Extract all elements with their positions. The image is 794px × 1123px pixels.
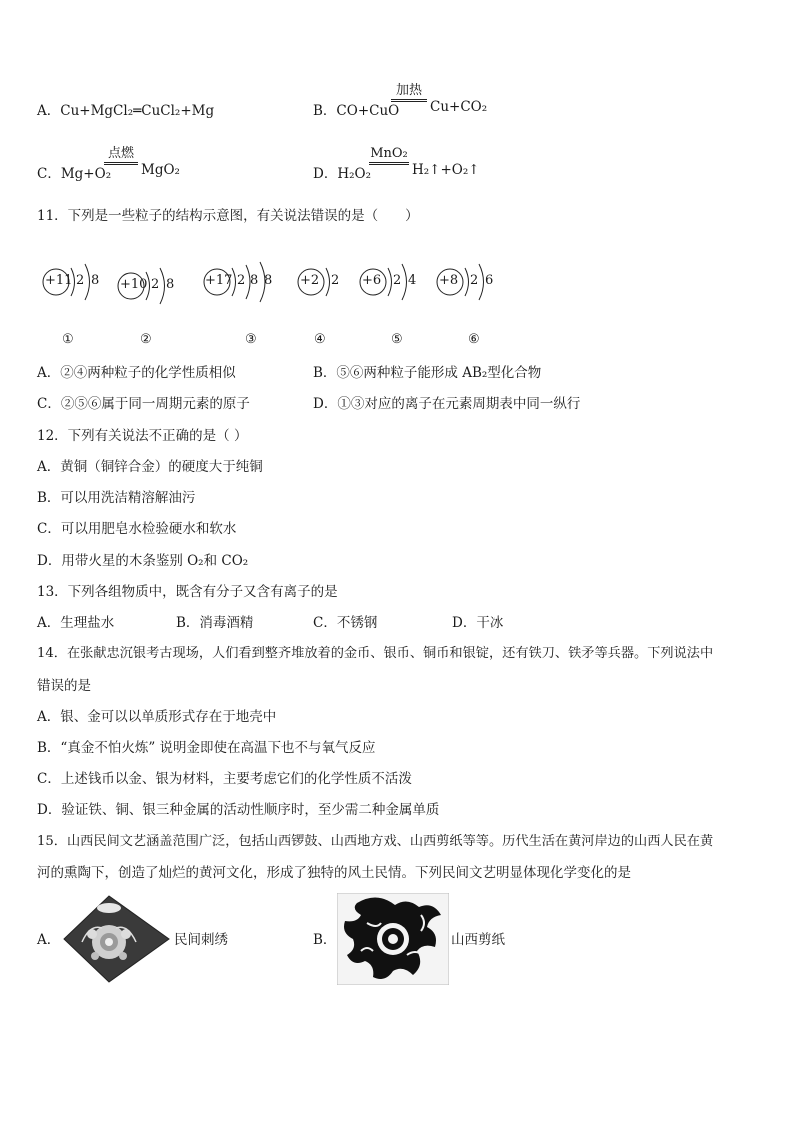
q10-option-b-condition xyxy=(391,83,427,102)
q10-option-d-condition xyxy=(369,146,409,165)
reaction-condition: 加热 xyxy=(395,83,422,98)
q14-option-c: C．上述钱币以金、银为材料，主要考虑它们的化学性质不活泼 xyxy=(37,771,412,787)
q15-stem-line2: 河的熏陶下，创造了灿烂的黄河文化，形成了独特的风土民情。下列民间文艺明显体现化学变化的是 xyxy=(37,865,631,881)
shell-electrons: 6 xyxy=(485,273,494,288)
q13-option-a: A．生理盐水 xyxy=(37,615,115,631)
equation-right: H₂↑+O₂↑ xyxy=(412,162,480,178)
atom-diagram-1 xyxy=(40,262,110,306)
equals-bar xyxy=(104,162,138,165)
q14-stem-line2: 错误的是 xyxy=(37,678,91,694)
nucleus-charge: +8 xyxy=(439,273,459,288)
nucleus-charge: +17 xyxy=(205,273,233,288)
nucleus-charge: +2 xyxy=(300,273,320,288)
shell-electrons: 8 xyxy=(166,277,175,292)
q11-stem: 11．下列是一些粒子的结构示意图，有关说法错误的是（ ） xyxy=(37,208,419,224)
reaction-condition: MnO₂ xyxy=(370,146,408,161)
q13-option-d: D．干冰 xyxy=(452,615,504,631)
option-label: C． xyxy=(37,166,61,182)
q14-stem-line1: 14．在张献忠沉银考古现场，人们看到整齐堆放着的金币、银币、铜币和银锭，还有铁刀、铁矛等兵器。下列说法中 xyxy=(37,646,714,661)
paper-cut-image xyxy=(337,893,449,989)
q13-option-c: C．不锈钢 xyxy=(313,615,378,631)
q15-option-a-label: A． xyxy=(37,932,61,948)
q10-option-d xyxy=(313,162,371,182)
embroidery-image xyxy=(62,894,172,988)
q11-option-a: A．②④两种粒子的化学性质相似 xyxy=(37,365,236,381)
equation-right: Cu+CO₂ xyxy=(430,99,488,115)
q15-option-b-caption: 山西剪纸 xyxy=(451,932,505,948)
equation-left: Mg+O₂ xyxy=(60,166,112,182)
q13-option-b: B．消毒酒精 xyxy=(176,615,254,631)
q11-option-d: D．①③对应的离子在元素周期表中同一纵行 xyxy=(313,396,581,412)
atom-number-5: ⑤ xyxy=(391,332,403,347)
atom-diagram-3 xyxy=(201,262,281,306)
q13-stem: 13．下列各组物质中，既含有分子又含有离子的是 xyxy=(37,584,338,600)
atom-number-4: ④ xyxy=(314,332,326,347)
equation-left: CO+CuO xyxy=(336,103,400,119)
q12-option-d: D．用带火星的木条鉴别 O₂和 CO₂ xyxy=(37,553,249,569)
shell-electrons: 8 xyxy=(91,273,100,288)
q11-option-c: C．②⑤⑥属于同一周期元素的原子 xyxy=(37,396,250,412)
shell-electrons: 8 xyxy=(264,273,273,288)
shell-electrons: 2 xyxy=(237,273,246,288)
reaction-condition: 点燃 xyxy=(107,146,134,161)
nucleus-charge: +6 xyxy=(362,273,382,288)
q10-option-c-condition xyxy=(104,146,138,165)
q12-option-a: A．黄铜（铜锌合金）的硬度大于纯铜 xyxy=(37,459,263,475)
equation-right: MgO₂ xyxy=(141,162,180,178)
atom-diagram-5 xyxy=(357,262,427,306)
q10-option-c xyxy=(37,162,111,182)
atom-number-6: ⑥ xyxy=(468,332,480,347)
atom-number-1: ① xyxy=(62,332,74,347)
atom-diagram-2 xyxy=(115,266,185,310)
shell-electrons: 2 xyxy=(393,273,402,288)
option-label: A． xyxy=(37,103,61,119)
q12-option-c: C．可以用肥皂水检验硬水和软水 xyxy=(37,521,237,537)
q14-option-a: A．银、金可以以单质形式存在于地壳中 xyxy=(37,709,277,725)
q15-stem-line1: 15．山西民间文艺涵盖范围广泛，包括山西锣鼓、山西地方戏、山西剪纸等等。历代生活在黄河岸边的山西人民在黄 xyxy=(37,834,714,849)
atom-number-3: ③ xyxy=(245,332,257,347)
shell-electrons: 2 xyxy=(331,273,340,288)
q12-stem: 12．下列有关说法不正确的是（ ） xyxy=(37,428,248,444)
shell-electrons: 2 xyxy=(151,277,160,292)
shell-electrons: 2 xyxy=(470,273,479,288)
atom-number-2: ② xyxy=(140,332,152,347)
atom-diagram-4 xyxy=(295,262,355,306)
q10-option-a xyxy=(37,99,214,119)
equation-left: H₂O₂ xyxy=(337,166,371,182)
option-label: B． xyxy=(313,103,337,119)
shell-electrons: 2 xyxy=(76,273,85,288)
q11-option-b: B．⑤⑥两种粒子能形成 AB₂型化合物 xyxy=(313,365,542,381)
q15-option-a-caption: 民间刺绣 xyxy=(174,932,228,948)
nucleus-charge: +10 xyxy=(120,277,148,292)
q10-option-b xyxy=(313,99,399,119)
equals-bar xyxy=(369,162,409,165)
equals-bar xyxy=(391,99,427,102)
q12-option-b: B．可以用洗洁精溶解油污 xyxy=(37,490,196,506)
q15-option-b-label: B． xyxy=(313,932,337,948)
nucleus-charge: +11 xyxy=(45,273,73,288)
shell-electrons: 4 xyxy=(408,273,417,288)
option-label: D． xyxy=(313,166,338,182)
shell-electrons: 8 xyxy=(250,273,259,288)
q14-option-b: B．“真金不怕火炼” 说明金即使在高温下也不与氧气反应 xyxy=(37,740,376,756)
q14-option-d: D．验证铁、铜、银三种金属的活动性顺序时，至少需二种金属单质 xyxy=(37,802,440,818)
equation: Cu+MgCl₂═CuCl₂+Mg xyxy=(60,103,215,119)
atom-diagram-6 xyxy=(434,262,504,306)
